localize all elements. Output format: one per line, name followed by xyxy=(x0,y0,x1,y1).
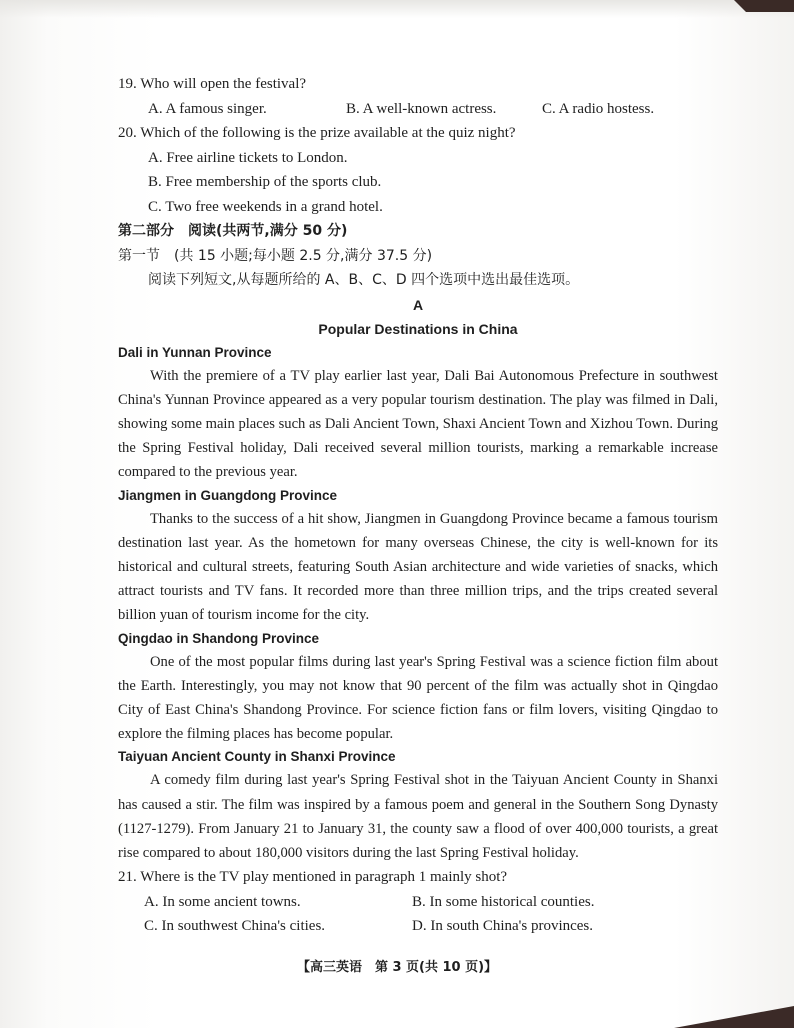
exam-content xyxy=(118,72,718,939)
section-heading-jiangmen: Jiangmen in Guangdong Province xyxy=(118,487,338,503)
question-20-option-c: C. Two free weekends in a grand hotel. xyxy=(148,198,383,215)
paragraph-taiyuan: A comedy film during last year's Spring Festival shot in the Taiyuan Ancient County in Shanxi has caused a stir. The film was inspired by a famous poem and general in the Southern Song Dynasty (1127-1279). From January 21 to January 31, the county saw a flood of over 400,000 tourists, a great rise compared to about 180,000 visitors during the last Spring Festival holiday. xyxy=(118,772,718,861)
scan-corner-bottom xyxy=(674,1006,794,1028)
section-heading-dali: Dali in Yunnan Province xyxy=(118,344,272,360)
question-19-option-c: C. A radio hostess. xyxy=(542,100,655,117)
question-19-option-a: A. A famous singer. xyxy=(148,100,267,117)
passage-letter: A xyxy=(412,296,424,313)
question-21-option-c: C. In southwest China's cities. xyxy=(144,918,326,935)
question-21-option-b: B. In some historical counties. xyxy=(412,893,595,910)
reading-instruction: 阅读下列短文,从每题所给的 A、B、C、D 四个选项中选出最佳选项。 xyxy=(148,272,580,288)
question-19-option-b: B. A well-known actress. xyxy=(346,100,497,117)
question-20-option-b: B. Free membership of the sports club. xyxy=(148,174,382,190)
paragraph-jiangmen: Thanks to the success of a hit show, Jiangmen in Guangdong Province became a famous tourism destination last year. As the hometown for many overseas Chinese, the city is well-known for its historical and cultural streets, featuring South Asian architecture and wide varieties of snacks, which attract tourists and TV fans. It recorded more than three million trips, and the trips created several billion yuan of tourism income for the city. xyxy=(118,510,718,624)
scan-shadow xyxy=(0,0,794,18)
question-21-option-a: A. In some ancient towns. xyxy=(144,893,301,910)
page-footer: 【高三英语 第 3 页(共 10 页)】 xyxy=(296,960,498,975)
paragraph-dali: With the premiere of a TV play earlier last year, Dali Bai Autonomous Prefecture in southwest China's Yunnan Province appeared as a very popular tourism destination. The play was filmed in Dali, showing some main places such as Dali Ancient Town, Shaxi Ancient Town and Xizhou Town. During the Spring Festival holiday, Dali received several million tourists, marking a remarkable increase compared to the previous year. xyxy=(118,367,718,481)
paragraph-qingdao: One of the most popular films during last year's Spring Festival was a science fiction film about the Earth. Interestingly, you may not know that 90 percent of the film was actually shot in Qingdao City of East China's Shandong Province. For science fiction fans or film lovers, visiting Qingdao to explore the filming places has become popular. xyxy=(118,653,718,743)
section-heading-qingdao: Qingdao in Shandong Province xyxy=(118,630,320,646)
question-21-option-d: D. In south China's provinces. xyxy=(412,918,594,935)
section-heading-taiyuan: Taiyuan Ancient County in Shanxi Province xyxy=(118,749,396,765)
part-two-title: 第二部分 阅读(共两节,满分 50 分) xyxy=(118,223,348,239)
question-20-option-a: A. Free airline tickets to London. xyxy=(148,149,348,166)
question-20-stem: 20. Which of the following is the prize available at the quiz night? xyxy=(118,125,516,141)
question-21-options xyxy=(118,890,718,939)
question-19-options xyxy=(118,97,718,122)
passage-title: Popular Destinations in China xyxy=(318,321,518,337)
section-one-title: 第一节 (共 15 小题;每小题 2.5 分,满分 37.5 分) xyxy=(118,247,433,264)
question-21-stem: 21. Where is the TV play mentioned in paragraph 1 mainly shot? xyxy=(118,869,508,886)
question-19-stem: 19. Who will open the festival? xyxy=(118,76,307,92)
